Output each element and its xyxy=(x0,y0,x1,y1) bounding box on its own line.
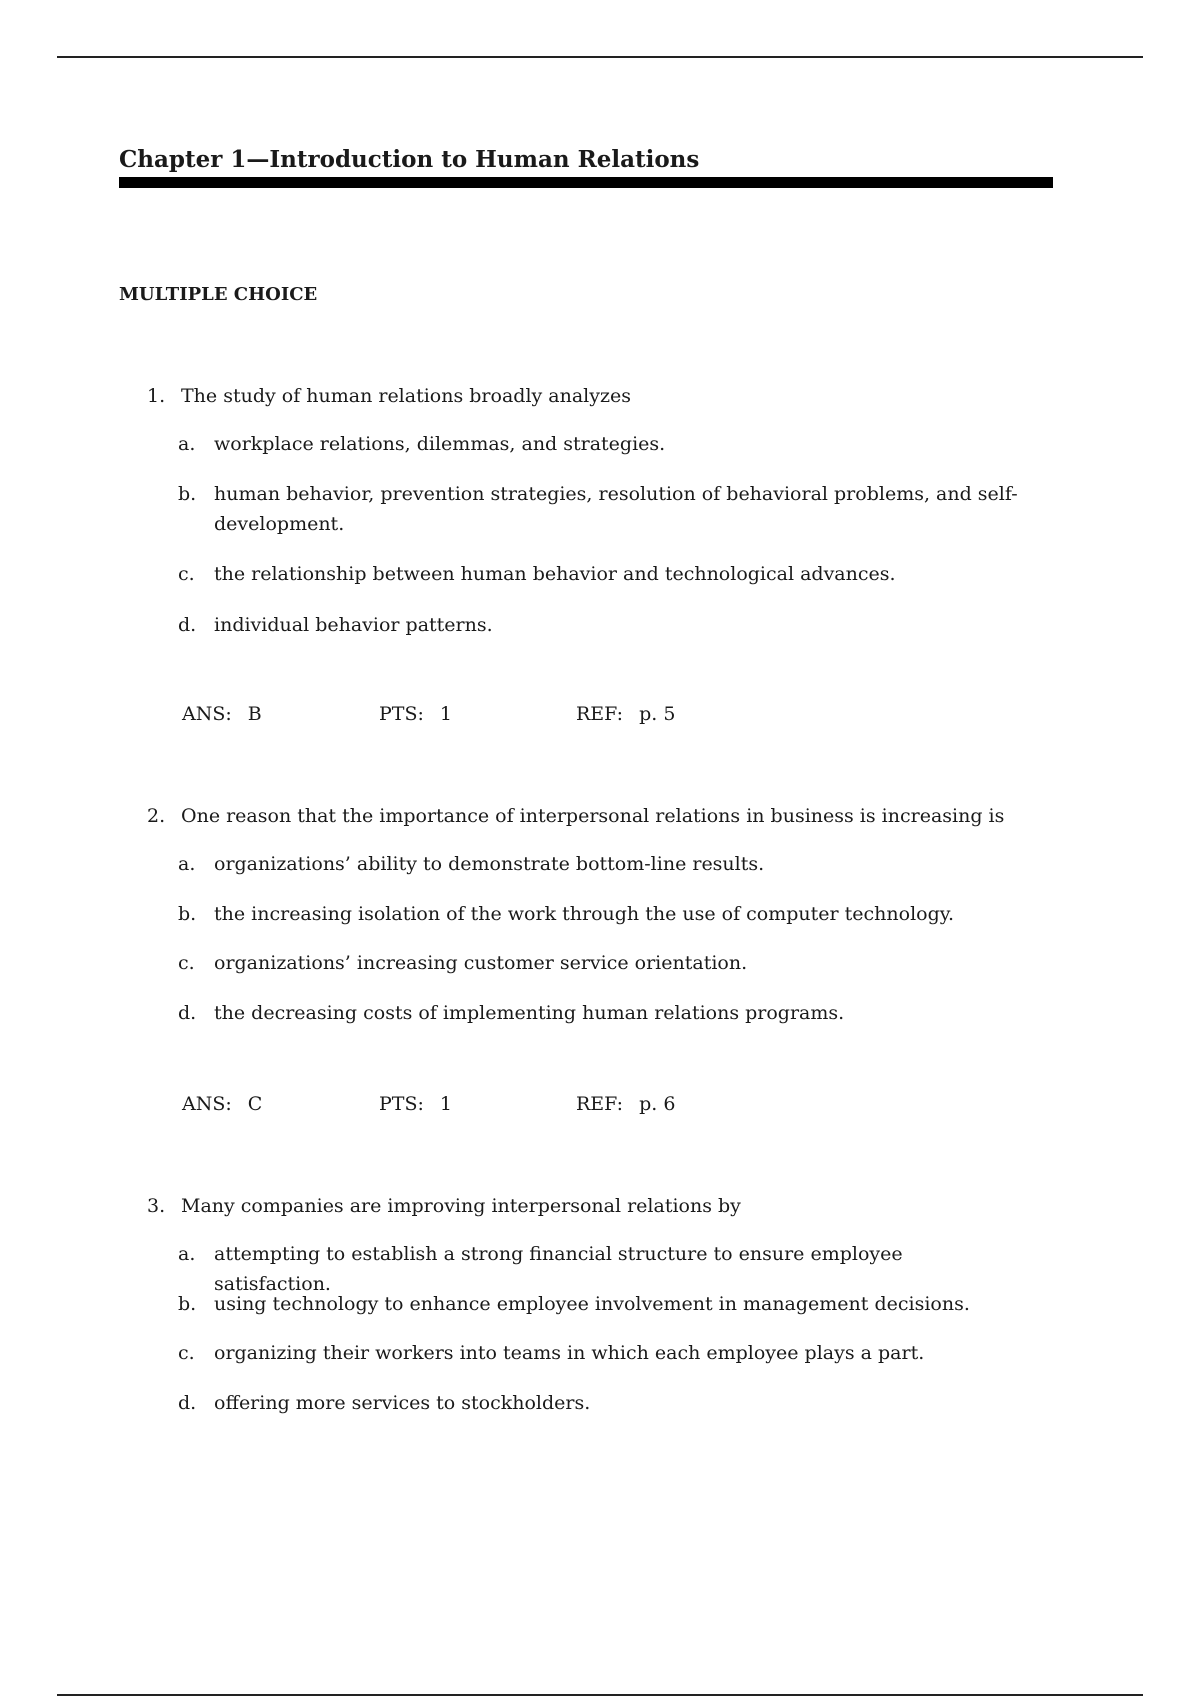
option-b xyxy=(178,899,1018,929)
option-text: organizations’ increasing customer service orientation. xyxy=(214,952,748,974)
chapter-title: Chapter 1—Introduction to Human Relations xyxy=(119,146,700,173)
reference-value: p. 5 xyxy=(639,703,676,725)
question-text: Many companies are improving interpersonal relations by xyxy=(181,1195,741,1217)
question-number: 2. xyxy=(147,805,166,827)
option-letter: b. xyxy=(178,903,197,925)
points xyxy=(379,1091,452,1117)
option-letter: c. xyxy=(178,1342,195,1364)
option-letter: a. xyxy=(178,853,196,875)
points-value: 1 xyxy=(439,703,452,725)
reference-label: REF: xyxy=(576,703,624,725)
answer-label: ANS: xyxy=(182,1093,232,1115)
option-b xyxy=(178,1289,1018,1319)
reference xyxy=(576,701,675,727)
option-letter: b. xyxy=(178,1293,197,1315)
option-a xyxy=(178,429,1018,459)
question-number: 1. xyxy=(147,385,166,407)
question-text: The study of human relations broadly analyzes xyxy=(181,385,631,407)
option-text: using technology to enhance employee involvement in management decisions. xyxy=(214,1293,970,1315)
reference xyxy=(576,1091,675,1117)
option-letter: d. xyxy=(178,1002,197,1024)
answer-label: ANS: xyxy=(182,703,232,725)
reference-label: REF: xyxy=(576,1093,624,1115)
bottom-rule xyxy=(57,1694,1143,1696)
question-stem xyxy=(147,383,631,409)
option-text: offering more services to stockholders. xyxy=(214,1392,591,1414)
question-number: 3. xyxy=(147,1195,166,1217)
answer-value: C xyxy=(247,1093,263,1115)
option-c xyxy=(178,948,1018,978)
option-letter: a. xyxy=(178,433,196,455)
option-c xyxy=(178,1338,1018,1368)
question-stem xyxy=(147,1193,741,1219)
option-letter: c. xyxy=(178,952,195,974)
option-d xyxy=(178,998,1018,1028)
answer-key xyxy=(182,701,262,727)
points-value: 1 xyxy=(439,1093,452,1115)
option-letter: d. xyxy=(178,1392,197,1414)
chapter-title-underline xyxy=(119,177,1053,188)
option-b xyxy=(178,479,1018,539)
option-text: the increasing isolation of the work through the use of computer technology. xyxy=(214,903,954,925)
option-a xyxy=(178,849,1018,879)
points-label: PTS: xyxy=(379,1093,424,1115)
points xyxy=(379,701,452,727)
option-text: workplace relations, dilemmas, and strategies. xyxy=(214,433,666,455)
option-text: organizations’ ability to demonstrate bottom-line results. xyxy=(214,853,765,875)
question-stem xyxy=(147,803,1004,829)
question-text: One reason that the importance of interpersonal relations in business is increasing is xyxy=(181,805,1005,827)
option-text: the decreasing costs of implementing human relations programs. xyxy=(214,1002,845,1024)
answer-value: B xyxy=(247,703,262,725)
option-d xyxy=(178,1388,1018,1418)
answer-key xyxy=(182,1091,262,1117)
section-heading: MULTIPLE CHOICE xyxy=(119,284,318,305)
option-letter: a. xyxy=(178,1243,196,1265)
option-c xyxy=(178,559,1018,589)
option-text: human behavior, prevention strategies, resolution of behavioral problems, and self-development. xyxy=(214,483,1018,535)
reference-value: p. 6 xyxy=(639,1093,676,1115)
option-text: attempting to establish a strong financial structure to ensure employee satisfaction. xyxy=(214,1243,903,1295)
top-rule xyxy=(57,56,1143,58)
option-letter: d. xyxy=(178,614,197,636)
option-text: organizing their workers into teams in which each employee plays a part. xyxy=(214,1342,925,1364)
points-label: PTS: xyxy=(379,703,424,725)
option-d xyxy=(178,610,1018,640)
option-text: individual behavior patterns. xyxy=(214,614,493,636)
option-text: the relationship between human behavior and technological advances. xyxy=(214,563,896,585)
option-letter: c. xyxy=(178,563,195,585)
option-letter: b. xyxy=(178,483,197,505)
